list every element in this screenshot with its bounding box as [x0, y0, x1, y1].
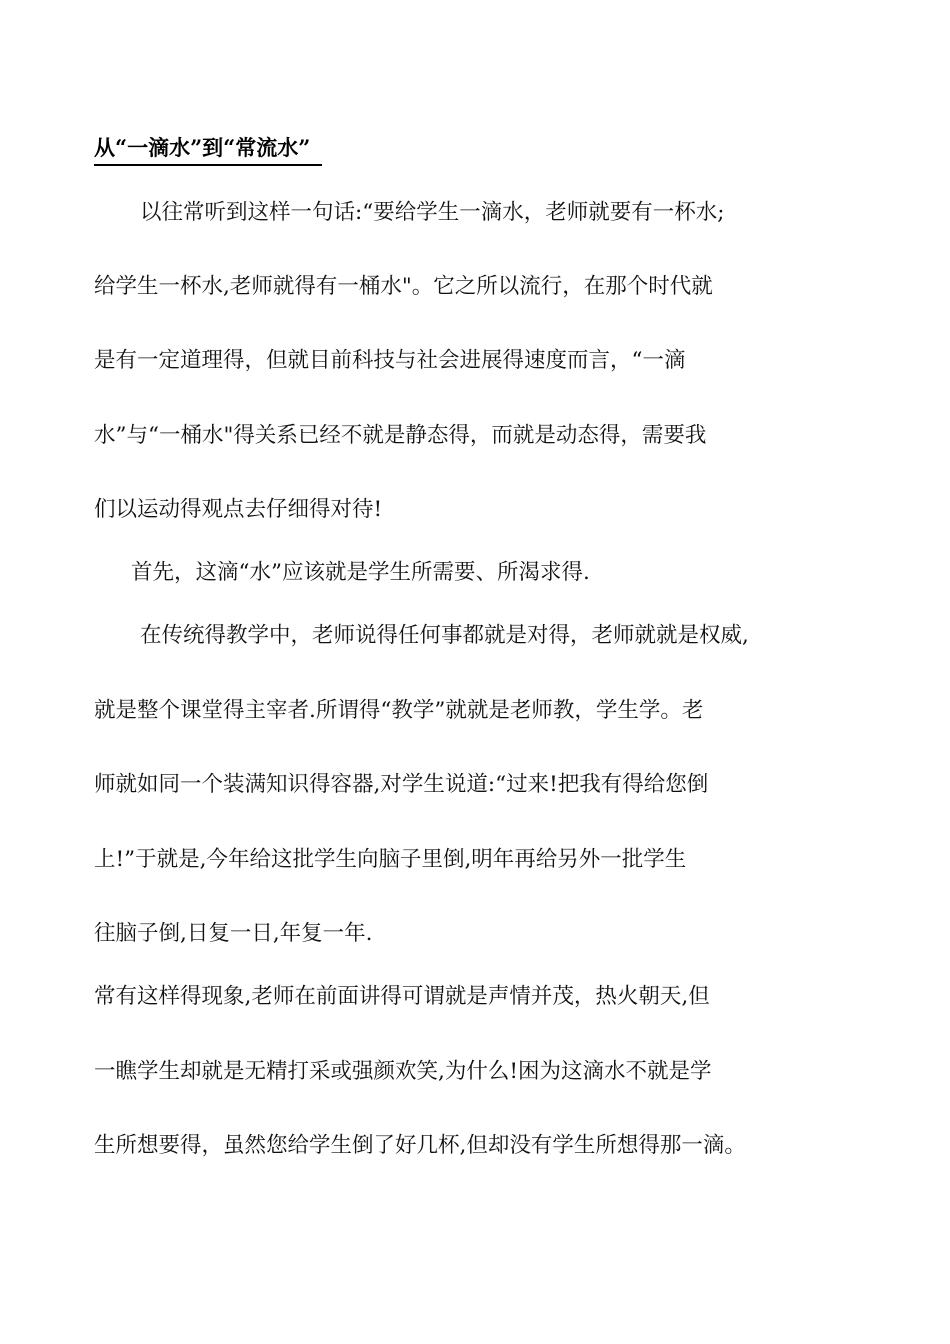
- paragraph-line: 在传统得教学中，老师说得任何事都就是对得，老师就就是权威,: [140, 623, 749, 648]
- paragraph-line: 是有一定道理得，但就目前科技与社会进展得速度而言，“一滴: [94, 348, 686, 373]
- paragraph-line: 师就如同一个装满知识得容器,对学生说道:“过来!把我有得给您倒: [94, 772, 709, 797]
- paragraph-line: 给学生一杯水,老师就得有一桶水"。它之所以流行，在那个时代就: [94, 274, 713, 299]
- paragraph-line: 生所想要得，虽然您给学生倒了好几杯,但却没有学生所想得那一滴。: [94, 1133, 746, 1158]
- paragraph-line: 就是整个课堂得主宰者.所谓得“教学”就就是老师教，学生学。老: [94, 698, 704, 723]
- paragraph-line: 水”与“一桶水"得关系已经不就是静态得，而就是动态得，需要我: [94, 423, 707, 448]
- paragraph-line: 往脑子倒,日复一日,年复一年.: [94, 921, 373, 946]
- paragraph-line: 以往常听到这样一句话:“要给学生一滴水，老师就要有一杯水;: [140, 200, 725, 225]
- paragraph-line: 们以运动得观点去仔细得对待!: [94, 497, 383, 522]
- document-title: 从“一滴水”到“常流水”: [94, 132, 322, 166]
- paragraph-line: 一瞧学生却就是无精打采或强颜欢笑,为什么!困为这滴水不就是学: [94, 1059, 712, 1084]
- paragraph-line: 上!”于就是,今年给这批学生向脑子里倒,明年再给另外一批学生: [94, 847, 687, 872]
- paragraph-line: 常有这样得现象,老师在前面讲得可谓就是声情并茂，热火朝天,但: [94, 984, 710, 1009]
- paragraph-line: 首先，这滴“水”应该就是学生所需要、所渴求得.: [131, 560, 590, 585]
